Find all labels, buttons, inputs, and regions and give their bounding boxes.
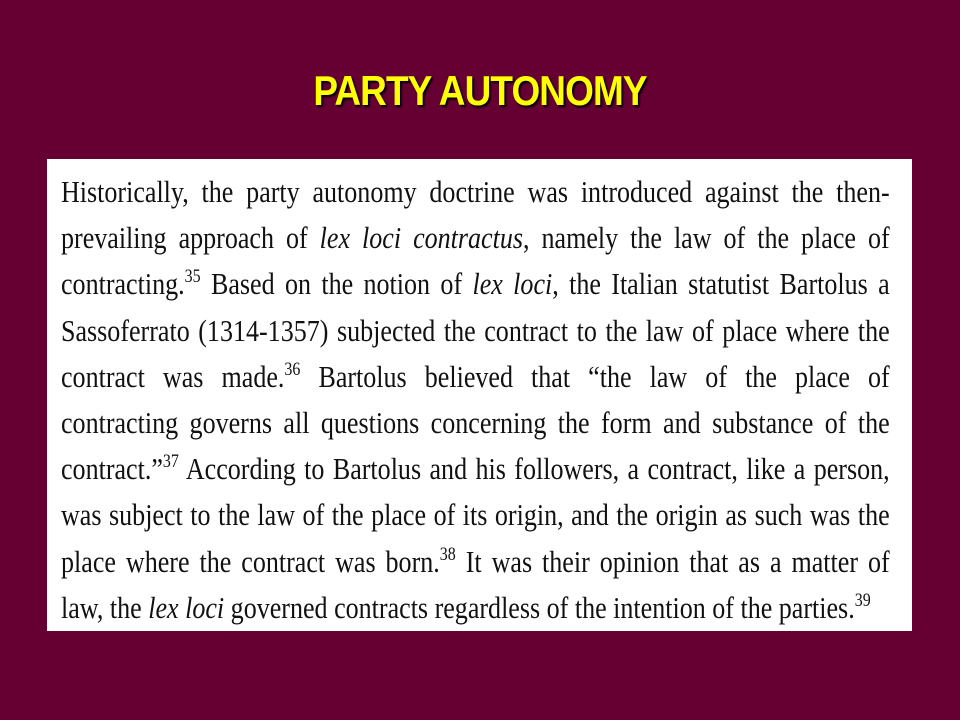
footnote-marker: 37 <box>162 451 179 473</box>
footnote-marker: 38 <box>439 543 456 565</box>
text-run: Sassoferrato (1314-1357) subjected the contract to the law of place where the <box>61 312 890 348</box>
excerpt-paragraph <box>61 169 890 631</box>
text-run: Bartolus believed that “the law of the place of <box>300 358 890 394</box>
footnote-marker: 39 <box>854 589 871 611</box>
excerpt-line <box>61 354 890 400</box>
text-run: contracting governs all questions concerning the form and substance of the <box>61 404 890 440</box>
text-run: law, the <box>61 589 149 625</box>
footnote-marker: 35 <box>184 266 201 288</box>
text-run: Historically, the party autonomy doctrine was introduced against the then- <box>61 174 890 209</box>
excerpt-line <box>61 585 890 631</box>
excerpt-line <box>61 261 890 307</box>
excerpt-line <box>61 492 890 538</box>
excerpt-line <box>61 215 890 261</box>
text-run: contracting. <box>61 266 185 302</box>
text-run: According to Bartolus and his followers, a contract, like a person, <box>178 451 890 487</box>
text-run: , namely the law of the place of <box>523 220 890 256</box>
italic-term: lex loci contractus <box>319 220 523 256</box>
text-run: place where the contract was born. <box>61 543 440 579</box>
footnote-marker: 36 <box>284 358 301 380</box>
text-run: contract was made. <box>61 358 285 394</box>
excerpt-line <box>61 308 890 354</box>
excerpt-line <box>61 539 890 585</box>
text-run: contract.” <box>61 451 163 487</box>
scanned-text-excerpt <box>47 159 912 631</box>
excerpt-line <box>61 400 890 446</box>
italic-term: lex loci <box>472 266 553 302</box>
text-run: prevailing approach of <box>61 220 320 256</box>
excerpt-line <box>61 169 890 215</box>
text-run: governed contracts regardless of the intention of the parties. <box>224 589 855 625</box>
text-run: It was their opinion that as a matter of <box>455 543 890 579</box>
italic-term: lex loci <box>148 589 225 625</box>
slide-title: PARTY AUTONOMY <box>313 67 647 114</box>
text-run: was subject to the law of the place of its origin, and the origin as such was the <box>61 497 890 533</box>
text-run: , the Italian statutist Bartolus a <box>552 266 890 302</box>
text-run: Based on the notion of <box>200 266 473 302</box>
excerpt-line <box>61 446 890 492</box>
